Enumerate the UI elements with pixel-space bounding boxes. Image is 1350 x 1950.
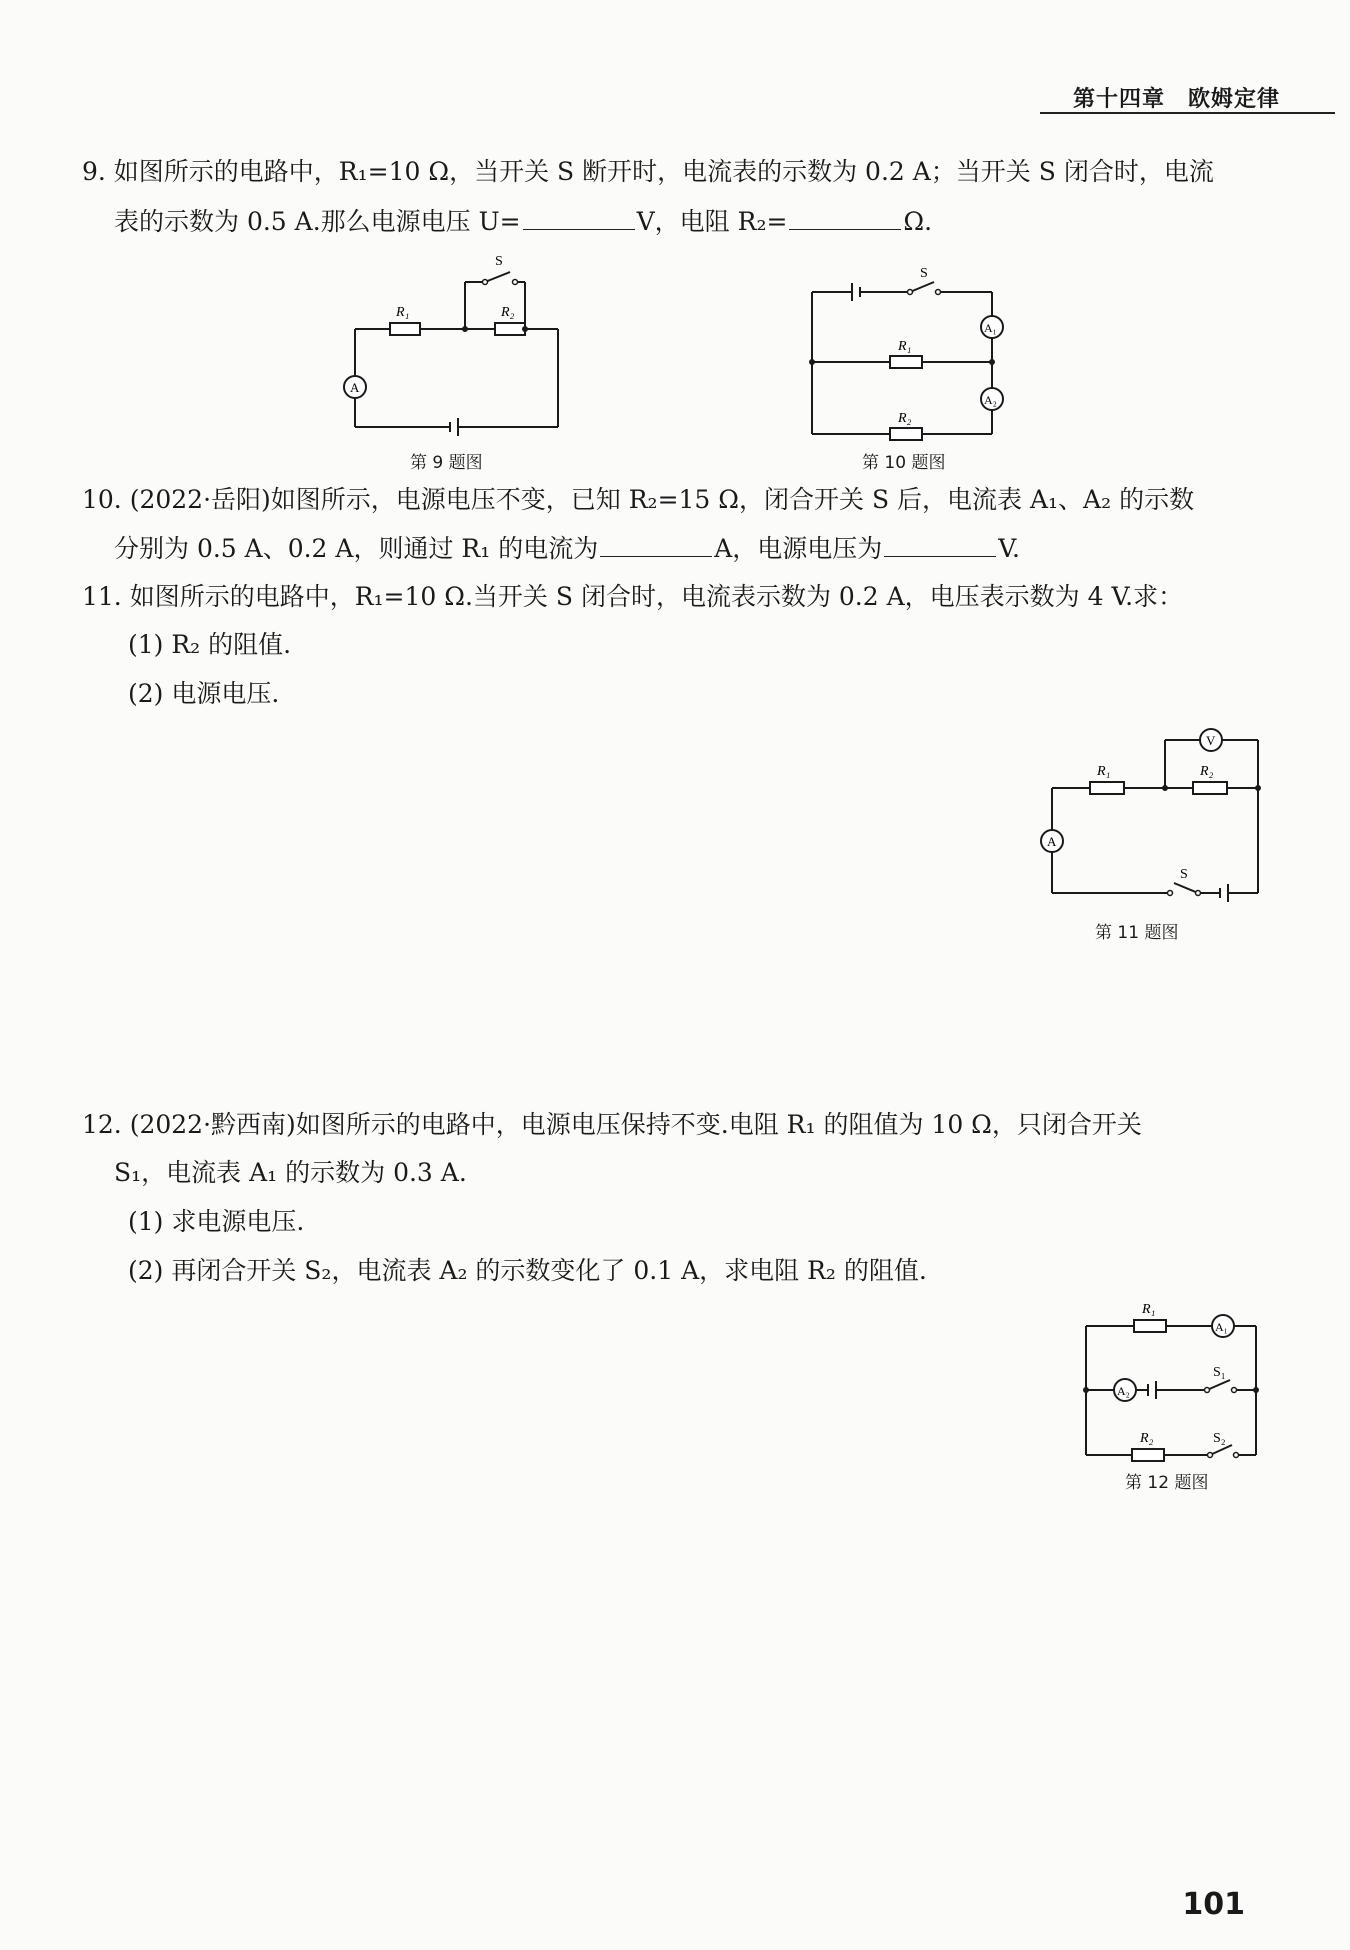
q10-text-a: 分别为 0.5 A、0.2 A，则通过 R₁ 的电流为 — [114, 534, 599, 563]
figure-11-circuit — [1030, 718, 1270, 908]
fig9-label-r2: R₂ — [501, 305, 515, 320]
fig9-label-a: A — [350, 380, 360, 395]
fig12-label-s1: S₁ — [1213, 1365, 1226, 1380]
q11-sub2: (2) 电源电压. — [128, 679, 280, 708]
q12-line2: S₁，电流表 A₁ 的示数为 0.3 A. — [114, 1158, 467, 1187]
fig9-label-r1: R₁ — [396, 305, 410, 320]
fig12-caption: 第 12 题图 — [1125, 1473, 1209, 1493]
fig10-label-a2: A₂ — [984, 393, 997, 407]
fig9-r2-resistor — [495, 323, 525, 335]
q12-sub1: (1) 求电源电压. — [128, 1207, 305, 1236]
q10-line2 — [114, 532, 1020, 566]
q9-text-a: 表的示数为 0.5 A.那么电源电压 U= — [114, 207, 521, 236]
q9-blank-resistance[interactable] — [789, 207, 901, 230]
fig10-caption: 第 10 题图 — [862, 453, 946, 473]
fig10-switch — [910, 282, 934, 292]
q11-sub1: (1) R₂ 的阻值. — [128, 630, 292, 659]
q9-blank-voltage[interactable] — [523, 207, 635, 230]
q9-line2 — [114, 205, 932, 239]
figure-10-circuit — [800, 262, 1030, 452]
fig12-r2-resistor — [1132, 1449, 1164, 1461]
fig12-label-r2: R₂ — [1140, 1431, 1154, 1446]
fig10-r2-resistor — [890, 428, 922, 440]
fig12-label-s2: S₂ — [1213, 1431, 1226, 1446]
q12-line1: 12. (2022·黔西南)如图所示的电路中，电源电压保持不变.电阻 R₁ 的阻值为 10 Ω，只闭合开关 — [82, 1110, 1142, 1139]
fig12-switch-s1 — [1207, 1380, 1230, 1390]
q10-line1: 10. (2022·岳阳)如图所示，电源电压不变，已知 R₂=15 Ω，闭合开关 S 后，电流表 A₁、A₂ 的示数 — [82, 485, 1195, 514]
fig12-label-r1: R₁ — [1142, 1302, 1156, 1317]
q9-text-c: Ω. — [903, 207, 933, 236]
q9-line1: 9. 如图所示的电路中，R₁=10 Ω，当开关 S 断开时，电流表的示数为 0.2 A；当开关 S 闭合时，电流 — [82, 157, 1214, 186]
q9-text-b: V，电阻 R₂= — [636, 207, 788, 236]
fig11-label-v: V — [1206, 733, 1216, 748]
fig9-caption: 第 9 题图 — [410, 453, 483, 473]
fig11-r2-resistor — [1193, 782, 1227, 794]
fig9-label-s: S — [495, 254, 503, 269]
fig10-label-r2: R₂ — [898, 411, 912, 426]
fig10-r1-resistor — [890, 356, 922, 368]
q10-blank-voltage[interactable] — [884, 534, 996, 557]
figure-9-circuit — [330, 252, 570, 442]
q10-text-c: V. — [998, 534, 1020, 563]
chapter-title: 第十四章 欧姆定律 — [1072, 87, 1280, 112]
fig11-caption: 第 11 题图 — [1095, 923, 1179, 943]
q11-line1: 11. 如图所示的电路中，R₁=10 Ω.当开关 S 闭合时，电流表示数为 0.2 A，电压表示数为 4 V.求： — [82, 582, 1184, 611]
fig10-label-a1: A₁ — [984, 321, 997, 335]
q10-blank-current[interactable] — [600, 534, 712, 557]
fig9-r1-resistor — [390, 323, 420, 335]
q12-sub2: (2) 再闭合开关 S₂，电流表 A₂ 的示数变化了 0.1 A，求电阻 R₂ 的阻值. — [128, 1256, 927, 1285]
fig11-label-r1: R₁ — [1097, 764, 1111, 779]
fig12-switch-s2 — [1210, 1445, 1232, 1455]
fig11-label-r2: R₂ — [1200, 764, 1214, 779]
figure-12-circuit — [1072, 1292, 1272, 1462]
fig12-label-a2: A₂ — [1117, 1384, 1130, 1398]
fig12-label-a1: A₁ — [1215, 1320, 1228, 1334]
fig11-r1-resistor — [1090, 782, 1124, 794]
q10-text-b: A，电源电压为 — [714, 534, 883, 563]
fig12-r1-resistor — [1134, 1320, 1166, 1332]
fig11-label-s: S — [1180, 867, 1188, 882]
fig11-switch — [1174, 883, 1198, 893]
fig9-switch — [485, 272, 510, 282]
header-divider — [1040, 112, 1335, 114]
fig10-label-r1: R₁ — [898, 339, 912, 354]
fig11-label-a: A — [1047, 834, 1057, 849]
page-number: 101 — [1182, 1887, 1245, 1922]
fig10-label-s: S — [920, 266, 928, 281]
